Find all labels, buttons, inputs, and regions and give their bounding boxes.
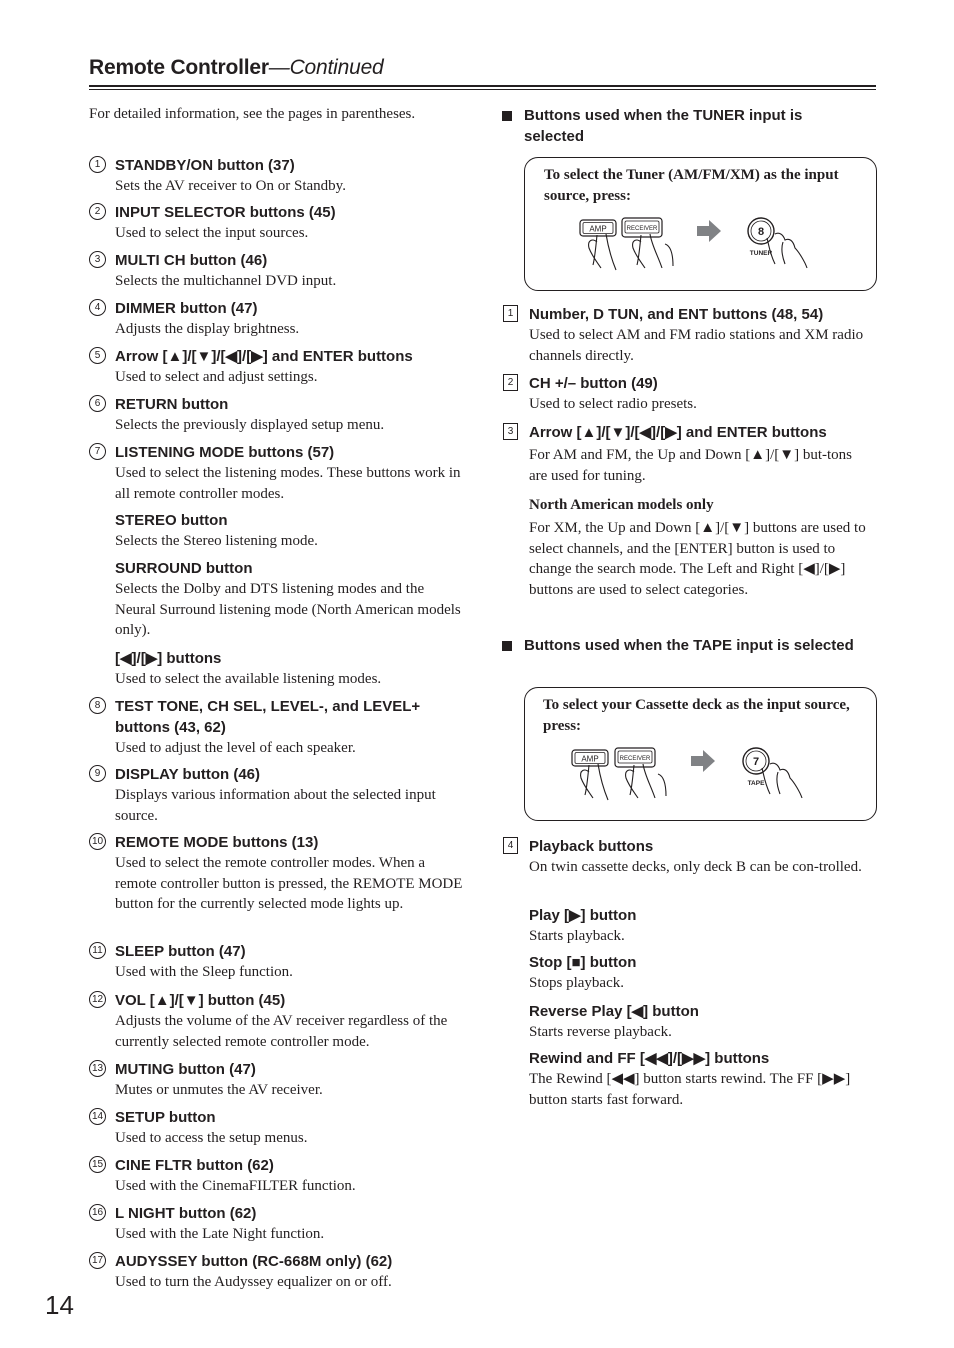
item-desc: Adjusts the display brightness. [115,321,300,337]
reverse-play-button-desc: Starts reverse playback. [529,1024,672,1040]
header-rule [89,85,876,87]
amp-key-icon [580,220,616,236]
item-number: 14 [89,1108,106,1125]
tape-box-caption: To select your Cassette deck as the input source, press: [543,697,850,734]
item-title: MULTI CH button (46) [115,252,268,269]
receiver-key-icon [615,748,655,767]
arrow-right-icon [691,750,715,772]
item-desc: Used with the CinemaFILTER function. [115,1178,356,1194]
title-main: Remote Controller [89,56,269,79]
item-title: DISPLAY button (46) [115,766,261,783]
item-title: Arrow [▲]/[▼]/[◀]/[▶] and ENTER buttons [115,348,413,365]
tuner-box-caption: To select the Tuner (AM/FM/XM) as the input source, press: [544,167,839,204]
stereo-button-desc: Selects the Stereo listening mode. [115,533,318,549]
item-number: 15 [89,1156,106,1173]
item-number: 6 [89,395,106,412]
item-desc: Used to access the setup menus. [115,1130,308,1146]
item-title: L NIGHT button (62) [115,1205,257,1222]
svg-text:TUNER: TUNER [749,250,773,257]
item-desc: Used to select radio presets. [529,396,697,412]
item-desc: Used to turn the Audyssey equalizer on or off. [115,1274,392,1290]
item-desc: On twin cassette decks, only deck B can be con-trolled. [529,859,862,875]
svg-text:AMP: AMP [589,224,607,234]
arrow-right-icon [697,220,721,242]
svg-text:AMP: AMP [581,754,599,764]
item-desc: Displays various information about the selected input source. [115,787,436,824]
left-right-buttons-desc: Used to select the available listening modes. [115,671,382,687]
item-number: 1 [89,156,106,173]
rewind-ff-buttons-desc: The Rewind [◀◀] button starts rewind. The FF [▶▶] button starts fast forward. [529,1071,851,1108]
title-continued: —Continued [268,56,384,79]
item-number: 16 [89,1204,106,1221]
item-desc: Selects the multichannel DVD input. [115,273,337,289]
svg-text:7: 7 [752,756,760,768]
item-desc: Used to adjust the level of each speaker. [115,740,356,756]
item-number: 3 [503,423,518,440]
left-right-buttons-title: [◀]/[▶] buttons [115,650,222,667]
item-number: 8 [89,697,106,714]
item-title: DIMMER button (47) [115,300,258,317]
item-title: CINE FLTR button (62) [115,1157,274,1174]
item-number: 4 [89,299,106,316]
tuner-instruction-box [524,157,877,291]
item-desc: Used to select the input sources. [115,225,309,241]
item-number: 2 [503,374,518,391]
tuner-section-heading: Buttons used when the TUNER input is selected [524,106,854,147]
amp-key-icon [572,750,608,766]
item-number: 7 [89,443,106,460]
item-title: SLEEP button (47) [115,943,246,960]
item-title: REMOTE MODE buttons (13) [115,834,319,851]
svg-text:TAPE: TAPE [747,780,765,787]
north-american-heading: North American models only [529,497,714,513]
item-desc: Used with the Late Night function. [115,1226,325,1242]
item-desc: Used to select the listening modes. These buttons work in all remote controller modes. [115,465,461,502]
tape-press-illustration [525,688,876,820]
item-desc: Mutes or unmutes the AV receiver. [115,1082,323,1098]
receiver-key-icon [622,218,662,237]
item-number: 3 [89,251,106,268]
item-title-line2: buttons (43, 62) [115,719,226,736]
north-american-desc: For XM, the Up and Down [▲]/[▼] buttons are used to select channels, and the [ENTER] button is used to change the search mode. The Left and Right [◀]/[▶] buttons are used to select categories. [529,520,866,598]
item-number: 9 [89,765,106,782]
item-number: 11 [89,942,106,959]
item-title: TEST TONE, CH SEL, LEVEL-, and LEVEL+ [115,698,421,715]
item-desc: Selects the previously displayed setup menu. [115,417,385,433]
play-button-desc: Starts playback. [529,928,625,944]
section-bullet-icon [502,111,512,121]
play-button-title: Play [▶] button [529,907,637,924]
item-number: 5 [89,347,106,364]
item-title: CH +/– button (49) [529,375,658,392]
item-title: Number, D TUN, and ENT buttons (48, 54) [529,306,824,323]
item-number: 10 [89,833,106,850]
item-title: VOL [▲]/[▼] button (45) [115,992,286,1009]
section-bullet-icon [502,641,512,651]
item-title: SETUP button [115,1109,216,1126]
rewind-ff-buttons-title: Rewind and FF [◀◀]/[▶▶] buttons [529,1050,770,1067]
item-desc: Used with the Sleep function. [115,964,293,980]
item-title: MUTING button (47) [115,1061,256,1078]
tape-section-heading: Buttons used when the TAPE input is selected [524,636,854,657]
surround-button-desc: Selects the Dolby and DTS listening modes and the Neural Surround listening mode (North American models only). [115,581,461,638]
surround-button-title: SURROUND button [115,560,253,577]
item-title: INPUT SELECTOR buttons (45) [115,204,336,221]
item-number: 17 [89,1252,106,1269]
item-number: 13 [89,1060,106,1077]
stereo-button-title: STEREO button [115,512,228,529]
item-number: 12 [89,991,106,1008]
item-title: Arrow [▲]/[▼]/[◀]/[▶] and ENTER buttons [529,424,827,441]
svg-text:8: 8 [757,226,765,238]
page-title [89,56,384,80]
item-title: LISTENING MODE buttons (57) [115,444,335,461]
item-title: AUDYSSEY button (RC-668M only) (62) [115,1253,393,1270]
item-desc: Sets the AV receiver to On or Standby. [115,178,346,194]
tape-instruction-box [524,687,877,821]
reverse-play-button-title: Reverse Play [◀] button [529,1003,699,1020]
tuner-press-illustration [525,158,876,290]
item-desc: For AM and FM, the Up and Down [▲]/[▼] but-tons are used for tuning. [529,447,853,484]
item-title: RETURN button [115,396,229,413]
item-title: STANDBY/ON button (37) [115,157,295,174]
item-number: 2 [89,203,106,220]
item-desc: Used to select and adjust settings. [115,369,318,385]
stop-button-title: Stop [■] button [529,954,637,971]
item-number: 4 [503,837,518,854]
item-title: Playback buttons [529,838,654,855]
svg-text:RECEIVER: RECEIVER [626,226,658,232]
header-rule-thin [89,89,876,90]
stop-button-desc: Stops playback. [529,975,624,991]
intro-text: For detailed information, see the pages in parentheses. [89,106,416,122]
page-number: 14 [45,1290,74,1320]
item-desc: Adjusts the volume of the AV receiver regardless of the currently selected remote controller mode. [115,1013,448,1050]
item-desc: Used to select the remote controller modes. When a remote controller button is pressed, the REMOTE MODE button for the currently selected mode lights up. [115,855,463,912]
item-desc: Used to select AM and FM radio stations and XM radio channels directly. [529,327,864,364]
svg-text:RECEIVER: RECEIVER [619,756,651,762]
item-number: 1 [503,305,518,322]
